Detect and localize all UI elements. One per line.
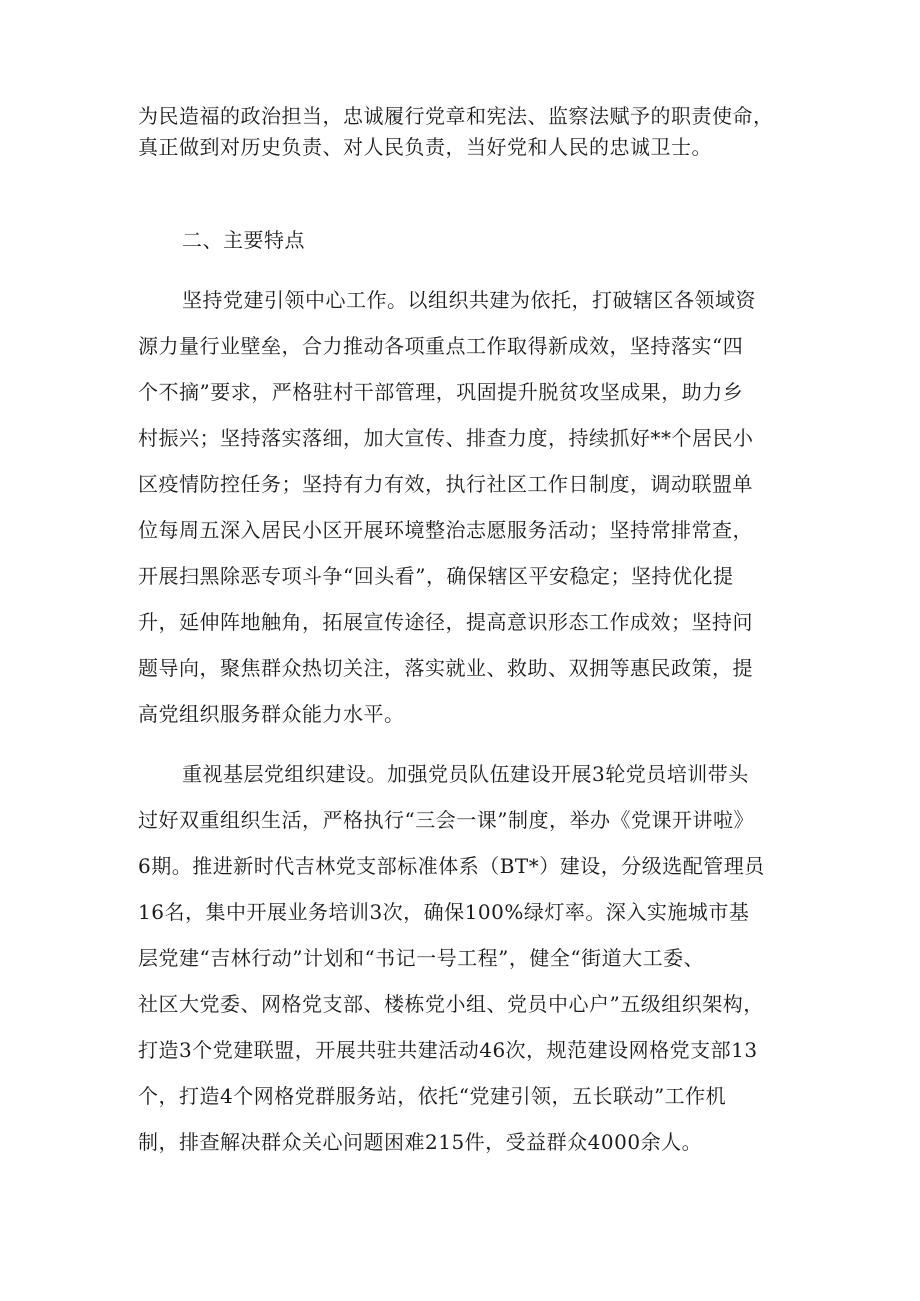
section-heading: 二、主要特点 — [182, 228, 305, 252]
paragraph2-line-6: 社区大党委、网格党支部、楼栋党小组、党员中心户”五级组织架构， — [138, 992, 764, 1016]
paragraph1-line-4: 村振兴；坚持落实落细，加大宣传、排查力度，持续抓好**个居民小 — [138, 426, 754, 450]
paragraph2-line-1: 重视基层党组织建设。加强党员队伍建设开展3轮党员培训带头 — [182, 762, 749, 786]
paragraph1-line-6: 位每周五深入居民小区开展环境整治志愿服务活动；坚持常排常查， — [138, 518, 753, 542]
paragraph2-line-8: 个，打造4个网格党群服务站，依托“党建引领，五长联动”工作机 — [138, 1084, 727, 1108]
paragraph2-line-3: 6期。推进新时代吉林党支部标准体系（BT*）建设，分级选配管理员 — [138, 854, 765, 878]
paragraph1-line-5: 区疫情防控任务；坚持有力有效，执行社区工作日制度，调动联盟单 — [138, 472, 753, 496]
paragraph1-line-9: 题导向，聚焦群众热切关注，落实就业、救助、双拥等惠民政策，提 — [138, 656, 753, 680]
paragraph1-line-2: 源力量行业壁垒，合力推动各项重点工作取得新成效，坚持落实“四 — [138, 334, 744, 358]
paragraph2-line-4: 16名，集中开展业务培训3次，确保100%绿灯率。深入实施城市基 — [138, 900, 750, 924]
paragraph2-line-5: 层党建“吉林行动”计划和“书记一号工程”，健全“街道大工委、 — [138, 946, 705, 970]
paragraph1-line-8: 升，延伸阵地触角，拓展宣传途径，提高意识形态工作成效；坚持问 — [138, 610, 753, 634]
paragraph2-line-9: 制，排查解决群众关心问题困难215件，受益群众4000余人。 — [138, 1130, 703, 1154]
paragraph1-line-7: 开展扫黑除恶专项斗争“回头看”，确保辖区平安稳定；坚持优化提 — [138, 564, 734, 588]
paragraph2-line-7: 打造3个党建联盟，开展共驻共建活动46次，规范建设网格党支部13 — [138, 1038, 758, 1062]
paragraph2-line-2: 过好双重组织生活，严格执行“三会一课”制度，举办《党课开讲啦》 — [138, 808, 754, 832]
paragraph1-line-10: 高党组织服务群众能力水平。 — [138, 702, 405, 726]
paragraph1-line-1: 坚持党建引领中心工作。以组织共建为依托，打破辖区各领域资 — [182, 288, 756, 312]
paragraph1-line-3: 个不摘”要求，严格驻村干部管理，巩固提升脱贫攻坚成果，助力乡 — [138, 380, 744, 404]
intro-line-2: 真正做到对历史负责、对人民负责，当好党和人民的忠诚卫士。 — [138, 135, 712, 159]
intro-line-1: 为民造福的政治担当，忠诚履行党章和宪法、监察法赋予的职责使命， — [138, 104, 774, 128]
